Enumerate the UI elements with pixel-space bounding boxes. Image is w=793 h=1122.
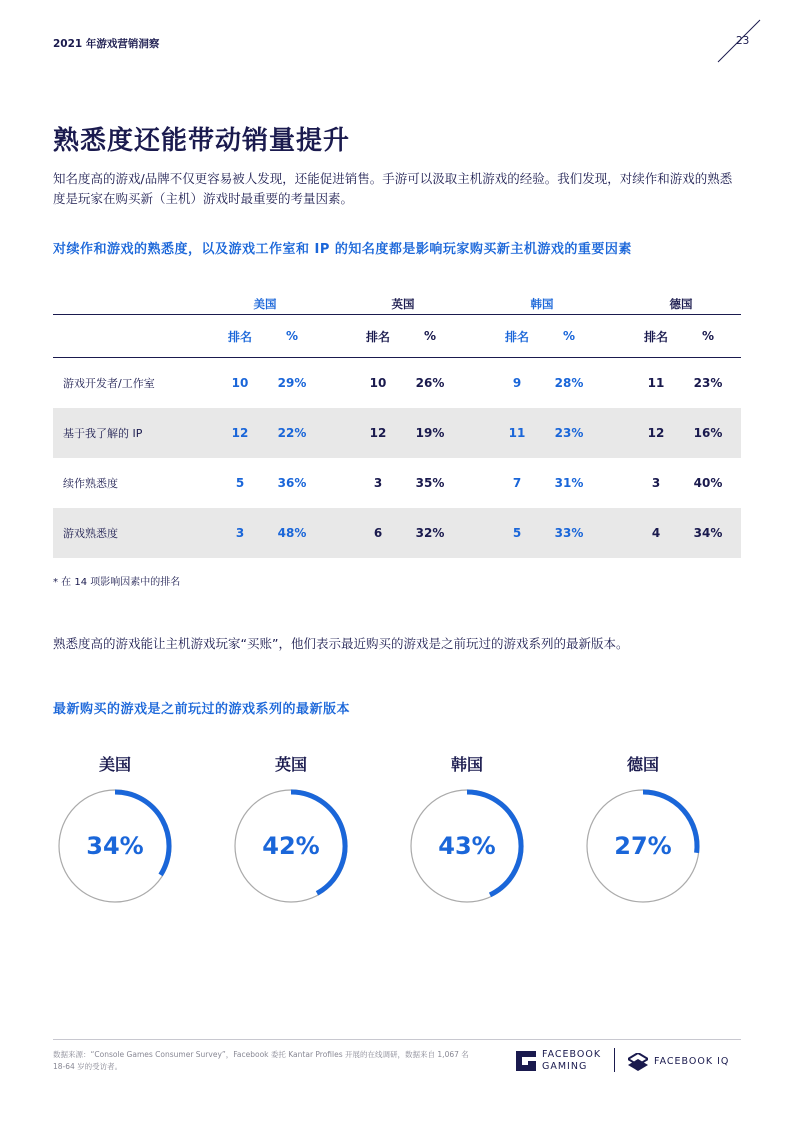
pct-header: %	[423, 329, 437, 343]
pct-cell: 23%	[554, 426, 584, 440]
rank-cell: 11	[508, 426, 526, 440]
brand-divider	[614, 1048, 615, 1072]
pct-cell: 19%	[415, 426, 445, 440]
row-label: 基于我了解的 IP	[63, 427, 143, 440]
donut-country-label: 德国	[626, 755, 659, 774]
report-name: 2021 年游戏营销洞察	[53, 38, 160, 50]
factor-table	[53, 294, 741, 558]
donut-kr	[409, 752, 525, 904]
rank-cell: 5	[235, 476, 245, 490]
donut-section-title: 最新购买的游戏是之前玩过的游戏系列的最新版本	[53, 702, 351, 717]
pct-cell: 16%	[693, 426, 723, 440]
page-title: 熟悉度还能带动销量提升	[53, 126, 351, 156]
page-number-area	[712, 18, 762, 64]
pct-cell: 23%	[693, 376, 723, 390]
brand-iq: FACEBOOK IQ	[654, 1056, 730, 1067]
rank-cell: 12	[231, 426, 249, 440]
mid-paragraph: 熟悉度高的游戏能让主机游戏玩家“买账”，他们表示最近购买的游戏是之前玩过的游戏系列的最新版本。	[53, 636, 629, 651]
table-row	[53, 508, 741, 558]
donut-us	[57, 752, 173, 904]
page-number: 23	[736, 35, 750, 47]
rank-cell: 5	[512, 526, 522, 540]
rank-header: 排名	[365, 329, 390, 344]
donut-country-label: 韩国	[450, 755, 483, 774]
pct-cell: 28%	[554, 376, 584, 390]
donut-chart	[233, 788, 349, 904]
pct-cell: 34%	[693, 526, 723, 540]
rank-header: 排名	[227, 329, 252, 344]
pct-cell: 26%	[415, 376, 445, 390]
pct-header: %	[562, 329, 576, 343]
table-footnote: * 在 14 项影响因素中的排名	[53, 577, 181, 588]
rank-cell: 3	[373, 476, 383, 490]
pct-cell: 31%	[554, 476, 584, 490]
rank-cell: 4	[651, 526, 661, 540]
country-header-uk: 英国	[391, 297, 415, 311]
table-row	[53, 458, 741, 508]
donut-value: 42%	[262, 832, 320, 860]
pct-cell: 32%	[415, 526, 445, 540]
brand-gaming-line1: FACEBOOK	[542, 1049, 602, 1060]
donut-country-label: 美国	[98, 755, 131, 774]
country-header-us: 美国	[253, 297, 277, 311]
facebook-iq-icon	[628, 1053, 648, 1071]
donut-chart	[585, 788, 701, 904]
donut-country-label: 英国	[274, 755, 307, 774]
pct-cell: 33%	[554, 526, 584, 540]
row-label: 游戏熟悉度	[63, 527, 118, 540]
donut-de	[585, 752, 701, 904]
rank-cell: 12	[647, 426, 665, 440]
donut-value: 27%	[614, 832, 672, 860]
rank-cell: 9	[512, 376, 522, 390]
table-row	[53, 408, 741, 458]
donut-chart	[409, 788, 525, 904]
pct-cell: 35%	[415, 476, 445, 490]
country-header-de: 德国	[669, 297, 693, 311]
brand-gaming-line2: GAMING	[542, 1061, 588, 1072]
pct-header: %	[285, 329, 299, 343]
pct-cell: 22%	[277, 426, 307, 440]
rank-cell: 12	[369, 426, 387, 440]
rank-cell: 10	[231, 376, 249, 390]
donut-value: 34%	[86, 832, 144, 860]
rank-cell: 6	[373, 526, 383, 540]
table-section-title: 对续作和游戏的熟悉度，以及游戏工作室和 IP 的知名度都是影响玩家购买新主机游戏的重要因素	[53, 242, 632, 257]
footer-divider	[53, 1039, 741, 1040]
rank-cell: 3	[235, 526, 245, 540]
pct-cell: 29%	[277, 376, 307, 390]
table-country-header	[53, 294, 741, 315]
pct-cell: 40%	[693, 476, 723, 490]
facebook-gaming-icon	[516, 1051, 536, 1071]
pct-cell: 36%	[277, 476, 307, 490]
rank-cell: 3	[651, 476, 661, 490]
rank-cell: 10	[369, 376, 387, 390]
donut-value: 43%	[438, 832, 496, 860]
rank-cell: 11	[647, 376, 665, 390]
row-label: 续作熟悉度	[63, 477, 118, 490]
donut-chart	[57, 788, 173, 904]
source-note: 数据来源：“Console Games Consumer Survey”，Facebook 委托 Kantar Profiles 开展的在线调研，数据来自 1,067 名 18-64 岁的受访者。	[53, 1050, 469, 1071]
donut-uk	[233, 752, 349, 904]
table-sub-header	[53, 315, 741, 358]
rank-cell: 7	[512, 476, 522, 490]
row-label: 游戏开发者/工作室	[63, 377, 155, 390]
pct-header: %	[701, 329, 715, 343]
pct-cell: 48%	[277, 526, 307, 540]
intro-paragraph: 知名度高的游戏/品牌不仅更容易被人发现，还能促进销售。手游可以汲取主机游戏的经验。我们发现，对续作和游戏的熟悉度是玩家在购买新（主机）游戏时最重要的考量因素。	[53, 171, 733, 206]
country-header-kr: 韩国	[530, 297, 554, 311]
facebook-iq-logo	[628, 1053, 729, 1071]
facebook-gaming-logo	[516, 1049, 601, 1073]
rank-header: 排名	[504, 329, 529, 344]
table-row	[53, 358, 741, 408]
rank-header: 排名	[643, 329, 668, 344]
